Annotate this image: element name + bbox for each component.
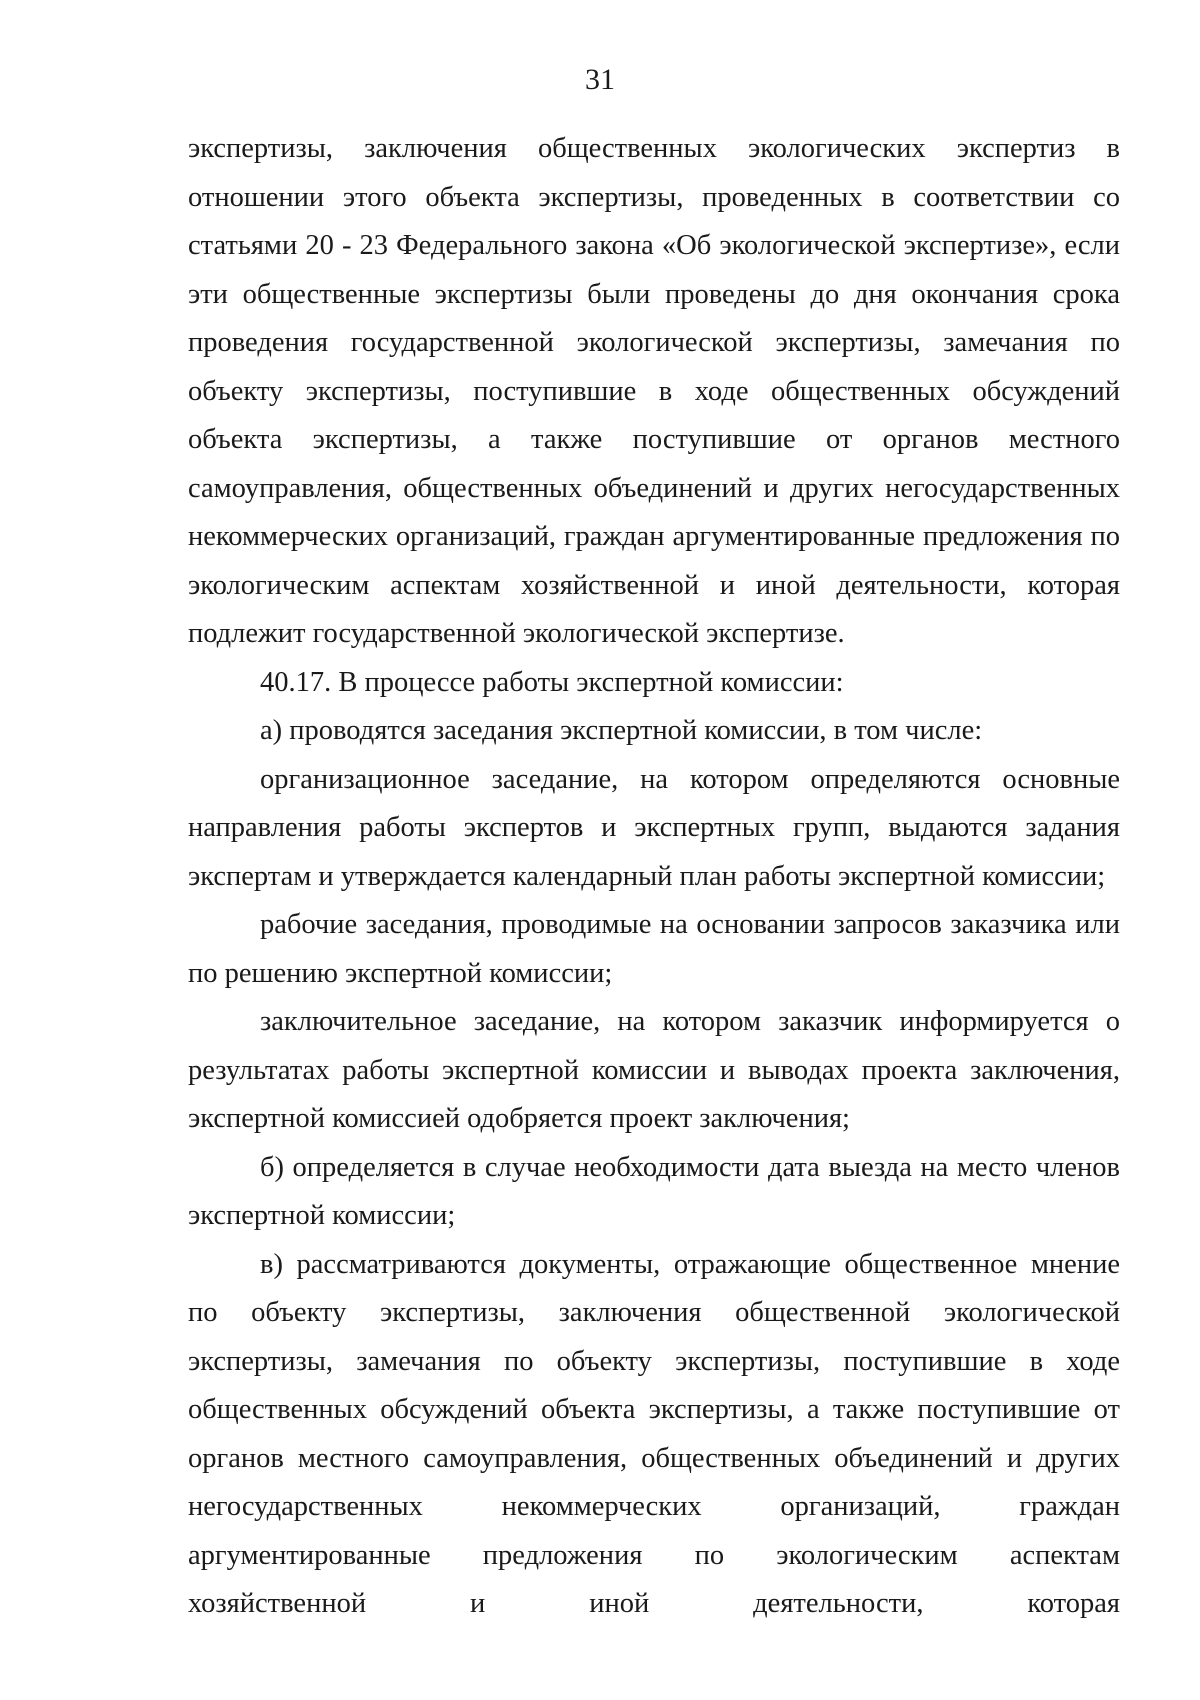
page-number: 31 [585, 63, 615, 96]
paragraph-organizational-meeting: организационное заседание, на котором определяются основные направления работы экспертов и экспертных групп, выдаются задания экспертам и утверждается календарный план работы экспертной комиссии; [188, 763, 1120, 892]
paragraph-final-meeting: заключительное заседание, на котором заказчик информируется о результатах работы экспертной комиссии и выводах проекта заключения, экспертной комиссией одобряется проект заключения; [188, 1006, 1120, 1134]
paragraph-continuation: экспертизы, заключения общественных экологических экспертиз в отношении этого объекта экспертизы, проведенных в соответствии со статьями 20 - 23 Федерального закона «Об экологической экспертизе», если эти общественные экспертизы были проведены до дня окончания срока проведения государственной экологической экспертизы, замечания по объекту экспертизы, поступившие в ходе общественных обсуждений объекта экспертизы, а также поступившие от органов местного самоуправления, общественных объединений и других негосударственных некоммерческих организаций, граждан аргументированные предложения по экологическим аспектам хозяйственной и иной деятельности, которая подлежит государственной экологической экспертизе. [188, 133, 1120, 649]
document-body [188, 125, 1120, 1629]
paragraph-clause-heading: 40.17. В процессе работы экспертной комиссии: [260, 666, 844, 698]
paragraph-item-a: а) проводятся заседания экспертной комиссии, в том числе: [260, 715, 983, 746]
paragraph-item-v: в) рассматриваются документы, отражающие общественное мнение по объекту экспертизы, заключения общественной экологической экспертизы, замечания по объекту экспертизы, поступившие в ходе общественных обсуждений объекта экспертизы, а также поступившие от органов местного самоуправления, общественных объединений и других негосударственных некоммерческих организаций, граждан аргументированные предложения по экологическим аспектам хозяйственной и иной деятельности, которая [188, 1248, 1120, 1619]
paragraph-item-b: б) определяется в случае необходимости дата выезда на место членов экспертной комиссии; [188, 1151, 1120, 1231]
paragraph-working-meetings: рабочие заседания, проводимые на основании запросов заказчика или по решению экспертной комиссии; [188, 909, 1120, 989]
